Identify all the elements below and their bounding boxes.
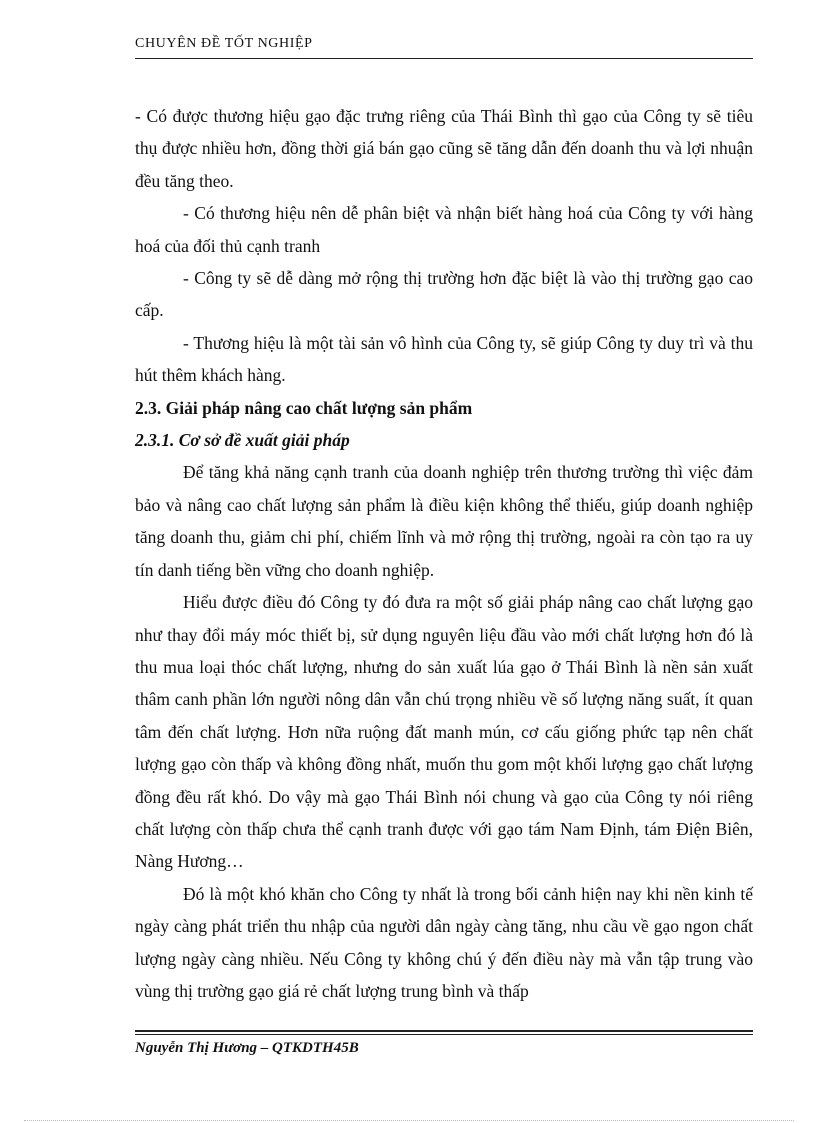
paragraph-brand-benefit-3: - Công ty sẽ dễ dàng mở rộng thị trường hơn đặc biệt là vào thị trường gạo cao cấp.: [135, 268, 753, 321]
footer-divider-thin: [135, 1034, 753, 1035]
footer-author: Nguyễn Thị Hương – QTKDTH45B: [135, 1040, 359, 1056]
page-header-title: CHUYÊN ĐỀ TỐT NGHIỆP: [135, 36, 313, 51]
header-divider: [135, 58, 753, 59]
paragraph-market-challenge: Đó là một khó khăn cho Công ty nhất là trong bối cảnh hiện nay khi nền kinh tế ngày càng phát triển thu nhập của người dân ngày càng tăng, nhu cầu về gạo ngon chất lượng ngày càng nhiều. Nếu Công ty không chú ý đến điều này mà vẫn tập trung vào vùng thị trường gạo giá rẻ chất lượng trung bình và thấp: [135, 883, 753, 1001]
paragraph-brand-benefit-2: - Có thương hiệu nên dễ phân biệt và nhận biết hàng hoá của Công ty với hàng hoá của đối thủ cạnh tranh: [135, 203, 753, 256]
paragraph-quality-importance: Để tăng khả năng cạnh tranh của doanh nghiệp trên thương trường thì việc đảm bảo và nâng cao chất lượng sản phẩm là điều kiện không thể thiếu, giúp doanh nghiệp tăng doanh thu, giảm chi phí, chiếm lĩnh và mở rộng thị trường, ngoài ra còn tạo ra uy tín danh tiếng bền vững cho doanh nghiệp.: [135, 462, 753, 580]
paragraph-brand-benefit-1: - Có được thương hiệu gạo đặc trưng riêng của Thái Bình thì gạo của Công ty sẽ tiêu thụ được nhiều hơn, đồng thời giá bán gạo cũng sẽ tăng dẫn đến doanh thu và lợi nhuận đều tăng theo.: [135, 106, 753, 191]
document-body: [135, 100, 753, 1007]
paragraph-quality-problem: Hiểu được điều đó Công ty đó đưa ra một số giải pháp nâng cao chất lượng gạo như thay đổi máy móc thiết bị, sử dụng nguyên liệu đầu vào mới chất lượng hơn đó là thu mua loại thóc chất lượng, nhưng do sản xuất lúa gạo ở Thái Bình là nền sản xuất thâm canh phần lớn người nông dân vẫn chú trọng nhiều về số lượng năng suất, ít quan tâm đến chất lượng. Hơn nữa ruộng đất manh mún, cơ cấu giống phức tạp nên chất lượng gạo còn thấp và không đồng nhất, muốn thu gom một khối lượng gạo chất lượng đồng đều rất khó. Do vậy mà gạo Thái Bình nói chung và gạo của Công ty nói riêng chất lượng còn thấp chưa thể cạnh tranh được với gạo tám Nam Định, tám Điện Biên, Nàng Hương…: [135, 592, 753, 872]
page-bottom-edge: [24, 1120, 794, 1121]
subsection-heading: 2.3.1. Cơ sở đề xuất giải pháp: [135, 430, 350, 451]
section-heading: 2.3. Giải pháp nâng cao chất lượng sản phẩm: [135, 397, 473, 418]
paragraph-brand-benefit-4: - Thương hiệu là một tài sản vô hình của Công ty, sẽ giúp Công ty duy trì và thu hút thêm khách hàng.: [135, 332, 753, 386]
footer-divider-thick: [135, 1030, 753, 1032]
